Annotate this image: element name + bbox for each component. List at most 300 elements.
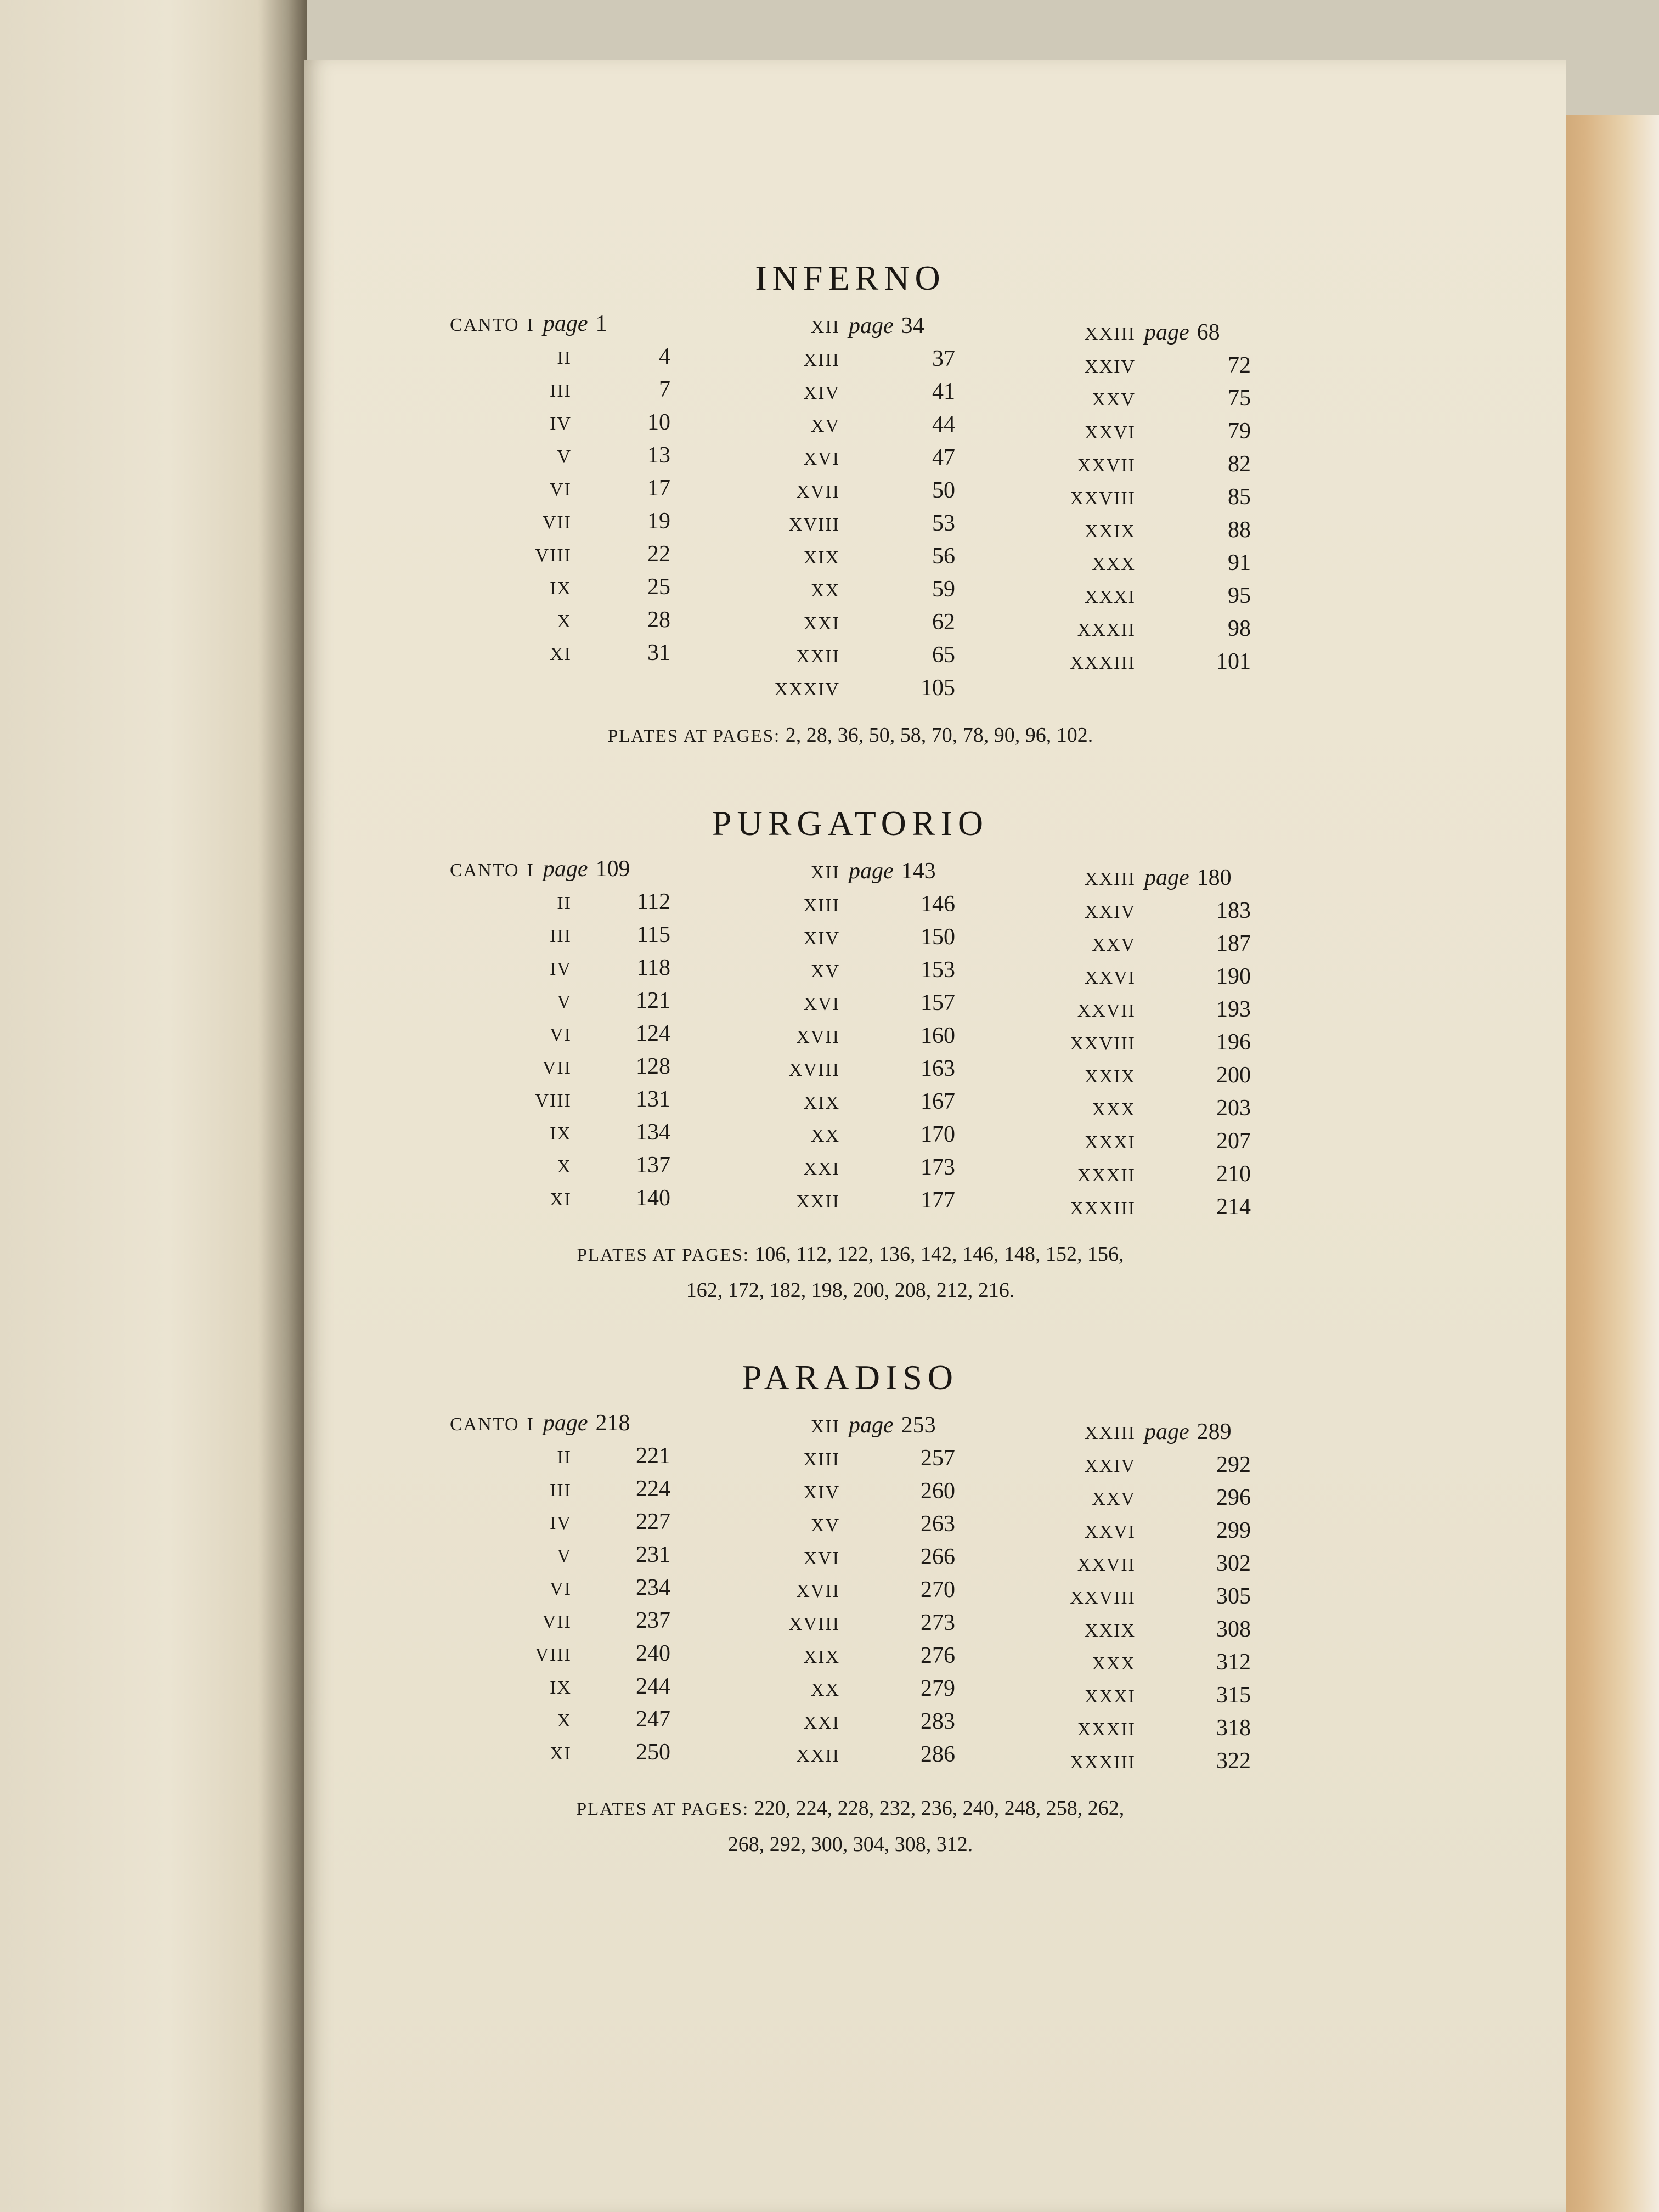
page-number: 121 [636,988,670,1013]
canto-numeral: XVII [796,1581,840,1601]
canto-entry [1031,648,1251,681]
canto-entry [747,1577,955,1610]
page-number: 190 [1216,964,1251,989]
canto-numeral: XXIII [1084,324,1136,344]
page-number: 286 [921,1742,955,1767]
canto-entry [747,1675,955,1708]
canto-entry [450,376,670,409]
canto-label: CANTO [450,1414,520,1435]
canto-column [747,1412,955,1781]
page-number: 140 [636,1186,670,1211]
canto-entry [747,609,955,642]
section-title: PURGATORIO [712,804,989,843]
page-number: 234 [636,1575,670,1600]
canto-entry [450,574,670,607]
page-number: 88 [1228,517,1251,543]
canto-entry [450,1053,670,1086]
canto-numeral: XXI [803,613,840,634]
page-number: 128 [636,1054,670,1079]
page-number: 160 [921,1023,955,1048]
canto-entry [450,856,670,889]
canto-entry [747,675,955,708]
plates-pages: 162, 172, 182, 198, 200, 208, 212, 216. [686,1279,1015,1302]
page-number: 289 [1197,1419,1232,1444]
canto-numeral: I [527,1414,534,1435]
page-number: 13 [647,443,670,468]
plates-label: PLATES AT PAGES: [607,726,781,746]
canto-entry [1031,319,1251,352]
page-number: 207 [1216,1128,1251,1154]
page-number: 98 [1228,616,1251,641]
canto-numeral: XVIII [788,515,840,535]
canto-numeral: V [557,447,572,467]
canto-numeral: XIII [803,895,840,916]
canto-numeral: XXVIII [1070,488,1136,509]
page-number: 68 [1197,320,1220,345]
canto-numeral: XX [810,1126,840,1146]
canto-entry [1031,1649,1251,1682]
canto-entry [1031,1616,1251,1649]
canto-numeral: XIV [803,1482,840,1503]
canto-numeral: II [557,1447,572,1468]
page-number: 322 [1216,1748,1251,1774]
page-number: 22 [647,541,670,567]
canto-numeral: XXVI [1085,968,1136,988]
page-number: 124 [636,1021,670,1046]
canto-entry [450,1542,670,1575]
canto-column [450,311,670,708]
plates-list [417,718,1284,754]
canto-entry [450,1739,670,1772]
canto-numeral: XXIX [1085,521,1136,541]
canto-entry [450,1509,670,1542]
page-number: 315 [1216,1683,1251,1708]
canto-numeral: XXXIII [1070,1198,1136,1218]
canto-entry [1031,963,1251,996]
canto-numeral: XXX [1092,554,1136,574]
page-number: 79 [1228,419,1251,444]
page-number: 214 [1216,1194,1251,1220]
canto-entry [1031,451,1251,484]
canto-numeral: XXVII [1077,1001,1136,1021]
canto-numeral: XXX [1092,1654,1136,1674]
canto-column [747,858,955,1227]
canto-entry [450,442,670,475]
page-number: 312 [1216,1650,1251,1675]
page-label: page [849,313,894,338]
page-label: page [849,1413,894,1438]
page-number: 91 [1228,550,1251,575]
canto-entry [747,858,955,891]
canto-numeral: XXXIII [1070,1752,1136,1773]
page-number: 302 [1216,1551,1251,1576]
page-number: 196 [1216,1030,1251,1055]
page-number: 163 [921,1056,955,1081]
canto-numeral: XXII [796,646,840,667]
canto-entry [747,1708,955,1741]
book-gutter [258,0,307,2212]
page-number: 167 [921,1089,955,1114]
canto-entry [747,1741,955,1774]
canto-entry [747,924,955,957]
canto-numeral: XIX [803,1093,840,1113]
canto-numeral: XXVIII [1070,1588,1136,1608]
page-number: 4 [659,344,670,369]
canto-entry [747,1088,955,1121]
plates-label: PLATES AT PAGES: [577,1245,749,1265]
canto-numeral: IX [550,1678,572,1698]
canto-entry [747,543,955,576]
canto-entry [1031,1715,1251,1748]
page-number: 10 [647,410,670,435]
plates-line [417,1827,1284,1862]
canto-numeral: XII [810,1417,840,1437]
page-number: 296 [1216,1485,1251,1510]
canto-numeral: XXIX [1085,1066,1136,1087]
canto-column [747,313,955,708]
sections-container [417,258,1284,1862]
canto-numeral: XXIX [1085,1621,1136,1641]
plates-pages: 220, 224, 228, 232, 236, 240, 248, 258, 262, [754,1797,1125,1820]
canto-column [450,856,670,1227]
canto-entry [1031,616,1251,648]
section-inferno [417,258,1284,754]
page-label: page [543,856,588,882]
plates-line [417,718,1284,754]
plates-pages: 106, 112, 122, 136, 142, 146, 148, 152, 156, [754,1243,1124,1266]
canto-numeral: VIII [535,545,572,566]
canto-numeral: IV [550,414,572,434]
canto-numeral: XXIII [1084,869,1136,889]
canto-columns [450,1410,1251,1781]
canto-numeral: XVI [803,449,840,469]
canto-entry [1031,1748,1251,1781]
canto-entry [747,1478,955,1511]
canto-entry [1031,1452,1251,1485]
page-number: 118 [636,955,670,980]
canto-numeral: XXII [796,1746,840,1766]
page-number: 305 [1216,1584,1251,1609]
canto-numeral: XV [810,416,840,436]
canto-entry [1031,1419,1251,1452]
canto-column [450,1410,670,1781]
plates-line [417,1237,1284,1273]
page-number: 31 [647,640,670,665]
canto-numeral: XIII [803,1449,840,1470]
canto-numeral: III [550,381,572,401]
canto-entry [747,1544,955,1577]
canto-numeral: IV [550,1513,572,1533]
canto-entry [747,510,955,543]
canto-numeral: XX [810,580,840,601]
canto-entry [747,1445,955,1478]
page-number: 203 [1216,1096,1251,1121]
canto-numeral: XXIV [1085,1456,1136,1476]
canto-numeral: XXXIII [1070,653,1136,673]
canto-entry [747,411,955,444]
canto-numeral: V [557,992,572,1012]
canto-entry [450,1119,670,1152]
page-number: 157 [921,990,955,1015]
page-number: 65 [932,642,955,668]
page-number: 75 [1228,386,1251,411]
canto-numeral: VIII [535,1645,572,1665]
canto-numeral: II [557,893,572,913]
canto-numeral: VI [550,479,572,500]
canto-entry [450,1476,670,1509]
canto-entry [450,1086,670,1119]
plates-line [417,1791,1284,1827]
canto-numeral: I [527,860,534,881]
page-number: 193 [1216,997,1251,1022]
canto-numeral: V [557,1546,572,1566]
canto-entry [450,311,670,343]
canto-numeral: XXXII [1077,620,1136,640]
page-number: 183 [1216,898,1251,923]
page-number: 240 [636,1641,670,1666]
canto-numeral: IV [550,959,572,979]
canto-entry [1031,930,1251,963]
page-number: 62 [932,610,955,635]
canto-entry [1031,1161,1251,1194]
canto-entry [450,1607,670,1640]
canto-numeral: X [557,1156,572,1177]
page-number: 210 [1216,1161,1251,1187]
canto-numeral: XXV [1092,935,1136,955]
canto-entry [450,640,670,673]
section-title: PARADISO [742,1358,959,1397]
section-purgatorio [417,803,1284,1308]
canto-entry [1031,1517,1251,1550]
page-number: 105 [921,675,955,701]
canto-entry [747,891,955,924]
canto-entry [1031,996,1251,1029]
plates-line [417,1273,1284,1308]
canto-entry [747,1412,955,1445]
page-number: 218 [595,1410,630,1436]
canto-numeral: XXV [1092,390,1136,410]
canto-column [1031,319,1251,708]
page-number: 59 [932,577,955,602]
canto-numeral: VII [542,512,572,533]
canto-numeral: XVIII [788,1614,840,1634]
page-number: 227 [636,1509,670,1534]
page-number: 56 [932,544,955,569]
canto-entry [747,576,955,609]
page-number: 221 [636,1443,670,1469]
page-number: 19 [647,509,670,534]
page-number: 37 [932,346,955,371]
canto-entry [450,955,670,988]
page-number: 47 [932,445,955,470]
page-number: 244 [636,1674,670,1699]
canto-entry [1031,1029,1251,1062]
canto-entry [747,313,955,346]
canto-numeral: X [557,611,572,631]
canto-numeral: XXVII [1077,455,1136,476]
canto-label: CANTO [450,860,520,881]
canto-numeral: XIV [803,928,840,949]
canto-entry [1031,484,1251,517]
page-number: 17 [647,476,670,501]
page-number: 112 [636,889,670,915]
canto-numeral: XI [550,1189,572,1210]
page-number: 72 [1228,353,1251,378]
canto-entry [747,1121,955,1154]
page-number: 273 [921,1610,955,1635]
canto-entry [450,922,670,955]
canto-entry [1031,1062,1251,1095]
page-number: 308 [1216,1617,1251,1642]
canto-numeral: VII [542,1058,572,1078]
section-paradiso [417,1357,1284,1862]
canto-entry [450,343,670,376]
canto-entry [450,1575,670,1607]
canto-numeral: XIV [803,383,840,403]
page-number: 270 [921,1577,955,1602]
page-number: 260 [921,1479,955,1504]
page-label: page [543,311,588,336]
canto-numeral: XIX [803,548,840,568]
canto-entry [450,475,670,508]
canto-entry [1031,1095,1251,1128]
plates-list [417,1237,1284,1308]
page-number: 115 [636,922,670,947]
canto-entry [450,889,670,922]
canto-entry [1031,898,1251,930]
page-number: 50 [932,478,955,503]
canto-numeral: III [550,926,572,946]
canto-numeral: XIII [803,350,840,370]
canto-entry [1031,1128,1251,1161]
canto-numeral: XXIV [1085,357,1136,377]
page-number: 266 [921,1544,955,1570]
canto-entry [1031,1682,1251,1715]
canto-numeral: II [557,348,572,368]
canto-numeral: VIII [535,1091,572,1111]
page-number: 25 [647,574,670,600]
contents-list [417,258,1284,1911]
page-number: 187 [1216,931,1251,956]
canto-numeral: XVIII [788,1060,840,1080]
canto-numeral: XXVI [1085,1522,1136,1542]
canto-entry [1031,1485,1251,1517]
canto-numeral: XXXI [1085,1686,1136,1707]
canto-entry [1031,1194,1251,1227]
canto-entry [747,1154,955,1187]
canto-numeral: XXI [803,1713,840,1733]
page-number: 253 [901,1413,936,1438]
canto-entry [450,1020,670,1053]
canto-entry [450,409,670,442]
canto-entry [747,1511,955,1544]
canto-numeral: XV [810,961,840,981]
plates-pages: 2, 28, 36, 50, 58, 70, 78, 90, 96, 102. [785,724,1093,747]
page-number: 276 [921,1643,955,1668]
canto-numeral: VII [542,1612,572,1632]
canto-numeral: XXXI [1085,1132,1136,1153]
canto-numeral: XXVIII [1070,1034,1136,1054]
canto-entry [450,1443,670,1476]
canto-entry [450,508,670,541]
section-title: INFERNO [755,258,946,297]
canto-entry [747,1643,955,1675]
page-number: 279 [921,1676,955,1701]
page-label: page [543,1410,588,1436]
page-number: 257 [921,1446,955,1471]
canto-entry [747,444,955,477]
page-number: 170 [921,1122,955,1147]
canto-entry [747,379,955,411]
page-number: 292 [1216,1452,1251,1477]
canto-numeral: XXVI [1085,422,1136,443]
canto-entry [1031,1550,1251,1583]
canto-numeral: XVII [796,482,840,502]
page-number: 82 [1228,452,1251,477]
canto-numeral: XII [810,317,840,337]
page-number: 7 [659,377,670,402]
canto-numeral: XI [550,644,572,664]
canto-entry [747,346,955,379]
canto-numeral: XXIII [1084,1423,1136,1443]
page-number: 101 [1216,649,1251,674]
canto-entry [1031,517,1251,550]
canto-numeral: XIX [803,1647,840,1667]
page-number: 237 [636,1608,670,1633]
canto-numeral: IX [550,578,572,599]
plates-label: PLATES AT PAGES: [576,1799,749,1819]
canto-entry [450,1185,670,1218]
page-number: 28 [647,607,670,633]
page-label: page [849,859,894,884]
page-number: 131 [636,1087,670,1112]
canto-entry [1031,583,1251,616]
page-number: 143 [901,859,936,884]
canto-entry [1031,352,1251,385]
page-number: 137 [636,1153,670,1178]
page-number: 247 [636,1707,670,1732]
page-number: 150 [921,924,955,950]
canto-numeral: XXXIV [774,679,840,699]
page-number: 200 [1216,1063,1251,1088]
page-number: 318 [1216,1716,1251,1741]
canto-numeral: XXII [796,1192,840,1212]
canto-entry [450,541,670,574]
page-number: 231 [636,1542,670,1567]
canto-numeral: XXXII [1077,1165,1136,1186]
page-number: 180 [1197,865,1232,890]
canto-label: CANTO [450,315,520,335]
canto-entry [450,1706,670,1739]
page-label: page [1144,865,1189,890]
page-number: 44 [932,412,955,437]
page-number: 299 [1216,1518,1251,1543]
canto-numeral: XX [810,1680,840,1700]
plates-pages: 268, 292, 300, 304, 308, 312. [727,1833,973,1856]
canto-numeral: IX [550,1124,572,1144]
canto-entry [1031,418,1251,451]
canto-numeral: I [527,315,534,335]
canto-numeral: VI [550,1025,572,1045]
page-number: 146 [921,891,955,917]
canto-entry [1031,385,1251,418]
canto-numeral: XXIV [1085,902,1136,922]
canto-entry [1031,865,1251,898]
canto-entry [747,957,955,990]
page-number: 263 [921,1511,955,1537]
page-number: 250 [636,1740,670,1765]
canto-numeral: XV [810,1515,840,1536]
